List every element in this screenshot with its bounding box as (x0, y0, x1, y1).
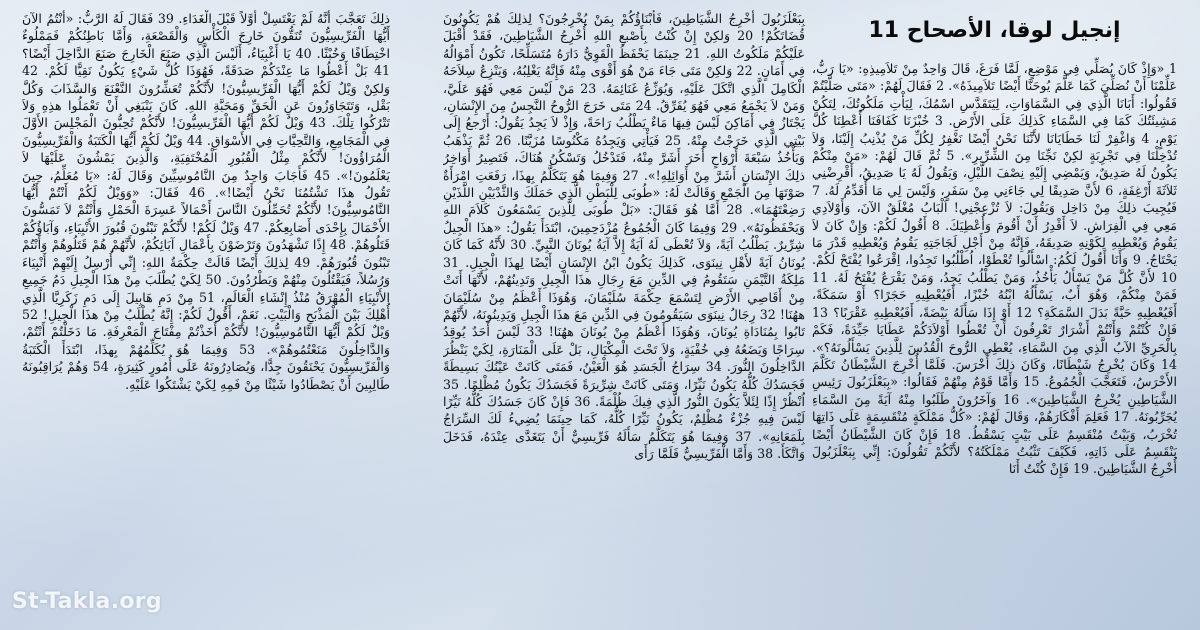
chapter-title: إنجيل لوقا، الأصحاح 11 (868, 18, 1121, 43)
column-text-right: 1 «وَإِذْ كَانَ يُصَلِّي فِي مَوْضِعٍ، لَمَّا فَرَغَ، قَالَ وَاحِدٌ مِنْ تَلاَمِيذِهِ: «يَا رَبُّ، عَلِّمْنَا أَنْ نُصَلِّيَ كَمَا عَلَّمَ يُوحَنَّا أَيْضًا تَلاَمِيذَهُ». 2 فَقَالَ لَهُمْ: «مَتَى صَلَّيْتُمْ فَقُولُوا: أَبَانَا الَّذِي فِي السَّمَاوَاتِ، لِيَتَقَدَّسِ اسْمُكَ، لِيَأْتِ مَلَكُوتُكَ، لِتَكُنْ مَشِيئَتُكَ كَمَا فِي السَّمَاءِ كَذلِكَ عَلَى الأَرْضِ. 3 خُبْزَنَا كَفَافَنَا أَعْطِنَا كُلَّ يَوْمٍ، 4 وَاغْفِرْ لَنَا خَطَايَانَا لأَنَّنَا نَحْنُ أَيْضًا نَغْفِرُ لِكُلِّ مَنْ يُذْنِبُ إِلَيْنَا، وَلاَ تُدْخِلْنَا فِي تَجْرِبَةٍ لكِنْ نَجِّنَا مِنَ الشِّرِّيرِ». 5 ثُمَّ قَالَ لَهُمْ: «مَنْ مِنْكُمْ يَكُونُ لَهُ صَدِيقٌ، وَيَمْضِي إِلَيْهِ نِصْفَ اللَّيْلِ، وَيَقُولُ لَهُ يَا صَدِيقُ، أَقْرِضْنِي ثَلاَثَةَ أَرْغِفَةٍ، 6 لأَنَّ صَدِيقًا لِي جَاءَنِي مِنْ سَفَرٍ، وَلَيْسَ لِي مَا أُقَدِّمُ لَهُ. 7 فَيُجِيبَ ذلِكَ مِنْ دَاخِل وَيَقُولَ: لاَ تُزْعِجْنِي! اَلْبَابُ مُغْلَقٌ الآنَ، وَأَوْلاَدِي مَعِي فِي الْفِرَاشِ. لاَ أَقْدِرُ أَنْ أَقُومَ وَأُعْطِيَكَ. 8 أَقُولُ لَكُمْ: وَإِنْ كَانَ لاَ يَقُومُ وَيُعْطِيهِ لِكَوْنِهِ صَدِيقَهُ، فَإِنَّهُ مِنْ أَجْلِ لَجَاجَتِهِ يَقُومُ وَيُعْطِيهِ قَدْرَ مَا يَحْتَاجُ. 9 وَأَنَا أَقُولُ لَكُمُ: اسْأَلُوا تُعْطَوْا، اُطْلُبُوا تَجِدُوا، اِقْرَعُوا يُفْتَحْ لَكُمْ. 10 لأَنَّ كُلَّ مَنْ يَسْأَلُ يَأْخُذُ، وَمَنْ يَطْلُبُ يَجِدُ، وَمَنْ يَقْرَعُ يُفْتَحُ لَهُ. 11 فَمَنْ مِنْكُمْ، وَهُوَ أَبٌ، يَسْأَلُهُ ابْنُهُ خُبْزًا، أَفَيُعْطِيهِ حَجَرًا؟ أَوْ سَمَكَةً، أَفَيُعْطِيهِ حَيَّةً بَدَلَ السَّمَكَةِ؟ 12 أَوْ إِذَا سَأَلَهُ بَيْضَةً، أَفَيُعْطِيهِ عَقْرَبًا؟ 13 فَإِنْ كُنْتُمْ وَأَنْتُمْ أَشْرَارٌ تَعْرِفُونَ أَنْ تُعْطُوا أَوْلاَدَكُمْ عَطَايَا جَيِّدَةً، فَكَمْ بِالْحَرِيِّ الآبُ الَّذِي مِنَ السَّمَاءِ، يُعْطِي الرُّوحَ الْقُدُسَ لِلَّذِينَ يَسْأَلُونَهُ؟». 14 وَكَانَ يُخْرِجُ شَيْطَانًا، وَكَانَ ذلِكَ أَخْرَسَ. فَلَمَّا أُخْرِجَ الشَّيْطَانُ تَكَلَّمَ الأَخْرَسُ، فَتَعَجَّبَ الْجُمُوعُ. 15 وَأَمَّا قَوْمٌ مِنْهُمْ فَقَالُوا: «بِبَعْلَزَبُولَ رَئِيسِ الشَّيَاطِينِ يُخْرِجُ الشَّيَاطِينَ». 16 وَآخَرُونَ طَلَبُوا مِنْهُ آيَةً مِنَ السَّمَاءِ يُجَرِّبُونَهُ. 17 فَعَلِمَ أَفْكَارَهُمْ، وَقَالَ لَهُمْ: «كُلُّ مَمْلَكَةٍ مُنْقَسِمَةٍ عَلَى ذَاتِهَا تُخْرَبُ، وَبَيْتٌ مُنْقَسِمٌ عَلَى بَيْتٍ يَسْقُطُ. 18 فَإِنْ كَانَ الشَّيْطَانُ أَيْضًا يَنْقَسِمُ عَلَى ذَاتِهِ، فَكَيْفَ تَثْبُتُ مَمْلَكَتُهُ؟ لأَنَّكُمْ تَقُولُونَ: إِنِّي بِبَعْلَزَبُولَ أُخْرِجُ الشَّيَاطِينَ. 19 فَإِنْ كُنْتُ أَنَا (812, 61, 1177, 477)
column-text-middle: بِبَعْلَزَبُولَ أُخْرِجُ الشَّيَاطِينَ، فَأَبْنَاؤُكُمْ بِمَنْ يُخْرِجُونَ؟ لِذلِكَ هُمْ يَكُونُونَ قُضَاتَكُمْ! 20 وَلكِنْ إِنْ كُنْتُ بِأَصْبعِ اللهِ أُخْرِجُ الشَّيَاطِينَ، فَقَدْ أَقْبَلَ عَلَيْكُمْ مَلَكُوتُ اللهِ. 21 حِينَمَا يَحْفَظُ الْقَوِيُّ دَارَهُ مُتَسَلِّحًا، تَكُونُ أَمْوَالُهُ فِي أَمَانٍ. 22 وَلكِنْ مَتَى جَاءَ مَنْ هُوَ أَقْوَى مِنْهُ فَإِنَّهُ يَغْلِبُهُ، وَيَنْزِعُ سِلاَحَهُ الْكَامِلَ الَّذِي اتَّكَلَ عَلَيْهِ، وَيُوَزِّعُ غَنَائِمَهُ. 23 مَنْ لَيْسَ مَعِي فَهُوَ عَلَيَّ، وَمَنْ لاَ يَجْمَعُ مَعِي فَهُوَ يُفَرِّقُ. 24 مَتَى خَرَجَ الرُّوحُ النَّجِسُ مِنَ الإِنْسَانِ، يَجْتَازُ فِي أَمَاكِنَ لَيْسَ فِيهَا مَاءٌ يَطْلُبُ رَاحَةً، وَإِذْ لاَ يَجِدُ يَقُولُ: أَرْجعُ إِلَى بَيْتِي الَّذِي خَرَجْتُ مِنْهُ. 25 فَيَأْتِي وَيَجِدُهُ مَكْنُوسًا مُزَيَّنًا. 26 ثُمَّ يَذْهَبُ وَيَأْخُذُ سَبْعَةَ أَرْوَاحٍ أُخَرَ أَشَرَّ مِنْهُ، فَتَدْخُلُ وَتَسْكُنُ هُنَاكَ، فَتَصِيرُ أَوَاخِرُ ذلِكَ الإِنْسَانِ أَشَرَّ مِنْ أَوَائِلِهِ!». 27 وَفِيمَا هُوَ يَتَكَلَّمُ بِهذَا، رَفَعَتِ امْرَأَةٌ صَوْتَهَا مِنَ الْجَمْعِ وَقَالَتْ لَهُ: «طُوبَى لِلْبَطْنِ الَّذِي حَمَلَكَ وَالثَّدْيَيْنِ اللَّذَيْنِ رَضِعْتَهُمَا». 28 أَمَّا هُوَ فَقَالَ: «بَلْ طُوبَى لِلَّذِينَ يَسْمَعُونَ كَلاَمَ اللهِ وَيَحْفَظُونَهُ». 29 وَفِيمَا كَانَ الْجُمُوعُ مُزْدَحِمِينَ، ابْتَدَأَ يَقُولُ: «هذَا الْجِيلُ شِرِّيرٌ. يَطْلُبُ آيَةً، وَلاَ تُعْطَى لَهُ آيَةٌ إِلاَّ آيَةُ يُونَانَ النَّبِيِّ. 30 لأَنَّهُ كَمَا كَانَ يُونَانُ آيَةً لأَهْلِ نِينَوَى، كَذلِكَ يَكُونُ ابْنُ الإِنْسَانِ أَيْضًا لِهذَا الْجِيلِ. 31 مَلِكَةُ التَّيْمَنِ سَتَقُومُ فِي الدِّينِ مَعَ رِجَالِ هذَا الْجِيلِ وَتَدِينُهُمْ، لأَنَّهَا أَتَتْ مِنْ أَقَاصِي الأَرْضِ لِتَسْمَعَ حِكْمَةَ سُلَيْمَانَ، وَهُوَذَا أَعْظَمُ مِنْ سُلَيْمَانَ ههُنَا! 32 رِجَالُ نِينَوَى سَيَقُومُونَ فِي الدِّينِ مَعَ هذَا الْجِيلِ وَيَدِينُونَهُ، لأَنَّهُمْ تَابُوا بِمُنَادَاةِ يُونَانَ، وَهُوَذَا أَعْظَمُ مِنْ يُونَانَ ههُنَا! 33 لَيْسَ أَحَدٌ يُوقِدُ سِرَاجًا وَيَضَعُهُ فِي خُفْيَةٍ، وَلاَ تَحْتَ الْمِكْيَالِ، بَلْ عَلَى الْمَنَارَةِ، لِكَيْ يَنْظُرَ الدَّاخِلُونَ النُّورَ. 34 سِرَاجُ الْجَسَدِ هُوَ الْعَيْنُ، فَمَتَى كَانَتْ عَيْنُكَ بَسِيطَةً فَجَسَدُكَ كُلُّهُ يَكُونُ نَيِّرًا، وَمَتَى كَانَتْ شِرِّيرَةً فَجَسَدُكَ يَكُونُ مُظْلِمًا. 35 اُنْظُرْ إِذًا لِئَلاَّ يَكُونَ النُّورُ الَّذِي فِيكَ ظُلْمَةً. 36 فَإِنْ كَانَ جَسَدُكَ كُلُّهُ نَيِّرًا لَيْسَ فِيهِ جُزْءٌ مُظْلِمٌ، يَكُونُ نَيِّرًا كُلُّهُ، كَمَا حِينَمَا يُضِيءُ لَكَ السِّرَاجُ بِلَمَعَانِهِ». 37 وَفِيمَا هُوَ يَتَكَلَّمُ سَأَلَهُ فَرِّيسِيٌّ أَنْ يَتَغَدَّى عِنْدَهُ، فَدَخَلَ وَاتَّكَأَ. 38 وَأَمَّا الْفَرِّيسِيُّ فَلَمَّا رَأَى (443, 11, 805, 462)
column-right (812, 10, 1177, 570)
site-watermark: St-Takla.org (12, 589, 162, 614)
column-text-left: ذلِكَ تَعَجَّبَ أَنَّهُ لَمْ يَغْتَسِلْ أَوَّلاً قَبْلَ الْغَدَاءِ. 39 فَقَالَ لَهُ الرَّبُّ: «أَنْتُمُ الآنَ أَيُّهَا الْفَرِّيسِيُّونَ تُنَقُّونَ خَارِجَ الْكَأْسِ وَالْقَصْعَةِ، وَأَمَّا بَاطِنُكُمْ فَمَمْلُوءٌ اخْتِطَافًا وَخُبْثًا. 40 يَا أَغْبِيَاءُ، أَلَيْسَ الَّذِي صَنَعَ الْخَارِجَ صَنَعَ الدَّاخِلَ أَيْضًا؟ 41 بَلْ أَعْطُوا مَا عِنْدَكُمْ صَدَقَةً، فَهُوَذَا كُلُّ شَيْءٍ يَكُونُ نَقِيًّا لَكُمْ. 42 وَلكِنْ وَيْلٌ لَكُمْ أَيُّهَا الْفَرِّيسِيُّونَ! لأَنَّكُمْ تُعَشِّرُونَ النَّعْنَعَ وَالسَّذَابَ وَكُلَّ بَقْل، وَتَتَجَاوَزُونَ عَنِ الْحَقِّ وَمَحَبَّةِ اللهِ. كَانَ يَنْبَغِي أَنْ تَعْمَلُوا هذِهِ وَلاَ تَتْرُكُوا تِلْكَ. 43 وَيْلٌ لَكُمْ أَيُّهَا الْفَرِّيسِيُّونَ! لأَنَّكُمْ تُحِبُّونَ الْمَجْلِسَ الأَوَّلَ فِي الْمَجَامِعِ، وَالتَّحِيَّاتِ فِي الأَسْوَاقِ. 44 وَيْلٌ لَكُمْ أَيُّهَا الْكَتَبَةُ وَالْفَرِّيسِيُّونَ الْمُرَاؤُونَ! لأَنَّكُمْ مِثْلُ الْقُبُورِ الْمُخْتَفِيَةِ، وَالَّذِينَ يَمْشُونَ عَلَيْهَا لاَ يَعْلَمُونَ!». 45 فَأَجَابَ وَاحِدٌ مِنَ النَّامُوسِيِّينَ وَقَالَ لَهُ: «يَا مُعَلِّمُ، حِينَ تَقُولُ هذَا تَشْتُمُنَا نَحْنُ أَيْضًا!». 46 فَقَالَ: «وَوَيْلٌ لَكُمْ أَنْتُمْ أَيُّهَا النَّامُوسِيُّونَ! لأَنَّكُمْ تُحَمِّلُونَ النَّاسَ أَحْمَالاً عَسِرَةَ الْحَمْلِ وَأَنْتُمْ لاَ تَمَسُّونَ الأَحْمَالَ بِإِحْدَى أَصَابِعِكُمْ. 47 وَيْلٌ لَكُمْ! لأَنَّكُمْ تَبْنُونَ قُبُورَ الأَنْبِيَاءِ، وَآبَاؤُكُمْ قَتَلُوهُمْ. 48 إِذًا تَشْهَدُونَ وَتَرْضَوْنَ بِأَعْمَالِ آبَائِكُمْ، لأَنَّهُمْ هُمْ قَتَلُوهُمْ وَأَنْتُمْ تَبْنُونَ قُبُورَهُمْ. 49 لِذلِكَ أَيْضًا قَالَتْ حِكْمَةُ اللهِ: إِنِّي أُرْسِلُ إِلَيْهِمْ أَنْبِيَاءَ وَرُسُلاً، فَيَقْتُلُونَ مِنْهُمْ وَيَطْرُدُونَ. 50 لِكَيْ يُطْلَبَ مِنْ هذَا الْجِيلِ دَمُ جَمِيعِ الأَنْبِيَاءِ الْمُهْرَقُ مُنْذُ إِنْشَاءِ الْعَالَمِ، 51 مِنْ دَمِ هَابِيلَ إِلَى دَمِ زَكَرِيَّا الَّذِي أُهْلِكَ بَيْنَ الْمَذْبَحِ وَالْبَيْتِ. نَعَمْ، أَقُولُ لَكُمْ: إِنَّهُ يُطْلَبُ مِنْ هذَا الْجِيلِ! 52 وَيْلٌ لَكُمْ أَيُّهَا النَّامُوسِيُّونَ! لأَنَّكُمْ أَخَذْتُمْ مِفْتَاحَ الْمَعْرِفَةِ. مَا دَخَلْتُمْ أَنْتُمْ، وَالدَّاخِلُونَ مَنَعْتُمُوهُمْ». 53 وَفِيمَا هُوَ يُكَلِّمُهُمْ بِهذَا، ابْتَدَأَ الْكَتَبَةُ وَالْفَرِّيسِيُّونَ يَحْنَقُونَ جِدًّا، وَيُصَادِرُونَهُ عَلَى أُمُورٍ كَثِيرَةٍ، 54 وَهُمْ يُرَاقِبُونَهُ طَالِبِينَ أَنْ يَصْطَادُوا شَيْئًا مِنْ فَمِهِ لِكَيْ يَشْتَكُوا عَلَيْهِ. (22, 11, 390, 392)
column-middle (443, 10, 805, 570)
column-left (22, 10, 390, 570)
